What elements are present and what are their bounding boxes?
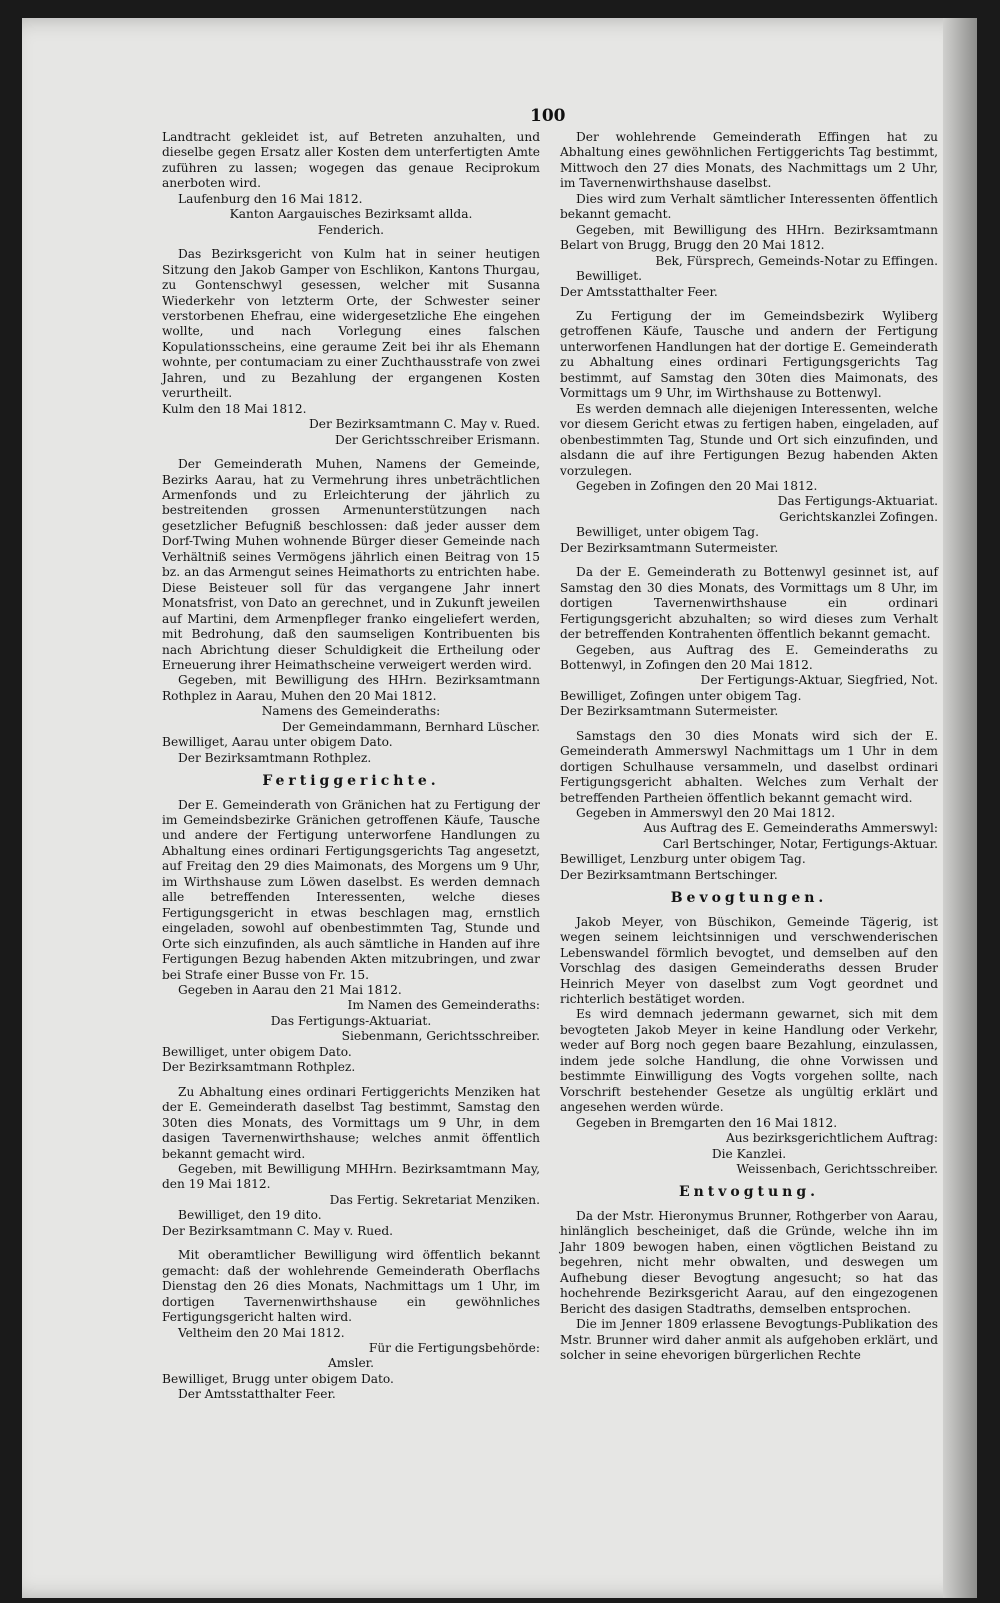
notice-graenichen: Der E. Gemeinderath von Gränichen hat zu Fertigung der im Gemeindsbezirke Gränichen getroffenen Käufe, Tausche und andere der Fertigung unterworfene Handlungen zu Abhaltung eines ordinari Fertigungsgerichts Tag angesetzt, auf Freitag den 29 dies Maimonats, des Morgens um 9 Uhr, im Wirthshause zum Löwen daselbst. Es werden demnach alle betreffenden Interessenten, welche dieses Fertigungsgericht in etwas beschlagen mag, ernstlich eingeladen, sowohl auf obenbestimmten Tag, Stunde und Orte sich einzufinden, als auch sämtliche in Handen auf ihre Fertigungen Bezug habenden Akten mitzubringen, und zwar bei Strafe einer Busse von Fr. 15.: [162, 797, 540, 982]
notice-ammerswyl-official: Der Bezirksamtmann Bertschinger.: [560, 867, 778, 882]
notice-menziken-given: Gegeben, mit Bewilligung MHHrn. Bezirksamtmann May, den 19 Mai 1812.: [162, 1162, 540, 1192]
left-column: [162, 130, 540, 1403]
notice-muhen-signature-1: Namens des Gemeinderaths:: [261, 704, 441, 719]
notice-bottenwyl: Da der E. Gemeinderath zu Bottenwyl gesinnet ist, auf Samstag den 30 dies Monats, des Vormittags um 8 Uhr, im dortigen Tavernenwirthshause ein ordinari Fertigungsgericht abzuhalten; so wird dieses zum Verhalt der betreffenden Kontrahenten öffentlich bekannt gemacht.: [560, 565, 938, 642]
notice-laufenburg-signature: Fenderich.: [317, 222, 385, 237]
notice-effingen-given: Gegeben, mit Bewilligung des HHrn. Bezirksamtmann Belart von Brugg, Brugg den 20 Mai 1812.: [560, 222, 938, 253]
notice-wyliberg-given: Gegeben in Zofingen den 20 Mai 1812.: [576, 478, 818, 493]
page-number: 100: [530, 106, 566, 126]
newspaper-page: [22, 18, 977, 1598]
notice-meyer-signature-3: Weissenbach, Gerichtsschreiber.: [736, 1162, 938, 1176]
notice-meyer-given: Gegeben in Bremgarten den 16 Mai 1812.: [576, 1115, 838, 1130]
notice-laufenburg-date: Laufenburg den 16 Mai 1812.: [178, 191, 363, 206]
heading-fertiggerichte: Fertiggerichte.: [262, 773, 440, 790]
notice-brunner: Da der Mstr. Hieronymus Brunner, Rothgerber von Aarau, hinlänglich bescheiniget, daß die Gründe, welche ihn im Jahr 1809 bewogen haben, einen vögtlichen Beistand zu begehren, nicht mehr obwalten, und deswegen um Aufhebung dieser Bevogtung angesucht; so hat das hochehrende Bezirksgericht Aarau, auf den eingezogenen Bericht des dasigen Stadtraths, demselben entsprochen.: [560, 1208, 938, 1316]
notice-bottenwyl-signature: Der Fertigungs-Aktuar, Siegfried, Not.: [700, 673, 938, 688]
notice-wyliberg-approved: Bewilliget, unter obigem Tag.: [576, 525, 759, 540]
notice-meyer-signature-2: Die Kanzlei.: [711, 1146, 787, 1161]
notice-wyliberg-signature-2: Gerichtskanzlei Zofingen.: [779, 509, 938, 524]
notice-muhen-approved: Bewilliget, Aarau unter obigem Dato.: [162, 735, 393, 750]
notice-oberflachs-approved: Bewilliget, Brugg unter obigem Dato.: [162, 1371, 394, 1386]
notice-oberflachs-signature-2: Amsler.: [327, 1356, 375, 1371]
notice-ammerswyl: Samstags den 30 dies Monats wird sich der E. Gemeinderath Ammerswyl Nachmittags um 1 Uhr in dem dortigen Schulhause versammeln, und daselbst ordinari Fertigungsgericht abhalten. Welches zum Verhalt der betreffenden Partheien öffentlich bekannt gemacht wird.: [560, 728, 938, 805]
notice-kulm-signature-2: Der Gerichtsschreiber Erismann.: [334, 432, 540, 447]
notice-ammerswyl-signature-2: Carl Bertschinger, Notar, Fertigungs-Aktuar.: [662, 836, 938, 851]
notice-muhen-given: Gegeben, mit Bewilligung des HHrn. Bezirksamtmann Rothplez in Aarau, Muhen den 20 Mai 1812.: [162, 673, 540, 703]
notice-muhen-signature-2: Der Gemeindammann, Bernhard Lüscher.: [282, 719, 540, 734]
notice-wyliberg-b: Es werden demnach alle diejenigen Interessenten, welche vor diesem Gericht etwas zu fertigen haben, eingeladen, auf obenbestimmten Tag, Stunde und Ort sich einzufinden, und alsdann die auf ihre Fertigungen Bezug habenden Akten vorzulegen.: [560, 401, 938, 478]
notice-meyer-signature-1: Aus bezirksgerichtlichem Auftrag:: [725, 1131, 938, 1146]
notice-meyer: Jakob Meyer, von Büschikon, Gemeinde Tägerig, ist wegen seinem leichtsinnigen und verschwenderischen Lebenswandel förmlich bevogtet, und demselben auf den Vorschlag des dasigen Gemeinderaths dessen Bruder Heinrich Meyer von daselbst zum Vogt geordnet und richterlich bestätiget worden.: [560, 914, 938, 1007]
notice-effingen-b: Dies wird zum Verhalt sämtlicher Interessenten öffentlich bekannt gemacht.: [560, 191, 938, 222]
notice-wyliberg: Zu Fertigung der im Gemeindsbezirk Wyliberg getroffenen Käufe, Tausche und andern der Fertigung unterworfenen Handlungen hat der dortige E. Gemeinderath zu Abhaltung eines ordinari Fertigungsgerichts Tag bestimmt, auf Samstag den 30ten dies Maimonats, des Vormittags um 9 Uhr, im Wirthshause zu Bottenwyl.: [560, 308, 938, 401]
notice-oberflachs-official: Der Amtsstatthalter Feer.: [178, 1387, 336, 1402]
notice-kulm-signature-1: Der Bezirksamtmann C. May v. Rued.: [309, 417, 540, 432]
notice-graenichen-signature-1: Im Namen des Gemeinderaths:: [347, 998, 540, 1013]
notice-muhen: Der Gemeinderath Muhen, Namens der Gemeinde, Bezirks Aarau, hat zu Vermehrung ihres unbeträchtlichen Armenfonds und zu Erleichterung der jährlich zu bestreitenden grossen Armenunterstützungen nach gesetzlicher Befugniß beschlossen: daß jeder ausser dem Dorf-Twing Muhen wohnende Bürger dieser Gemeinde nach Verhältniß seines Vermögens jährlich einen Beitrag von 15 bz. an das Armengut seines Heimathorts zu entrichten habe. Diese Beisteuer soll für das vergangene Jahr innert Monatsfrist, von Dato an gerechnet, und in Zukunft jeweilen auf Martini, dem Armenpfleger franko eingeliefert werden, mit Bedrohung, daß den saumseligen Kontribuenten bis nach Abrichtung dieser Schuldigkeit die Ertheilung oder Erneuerung ihrer Heimathscheine verweigert werden wird.: [162, 457, 540, 672]
notice-kulm-date: Kulm den 18 Mai 1812.: [162, 401, 307, 416]
notice-oberflachs-date: Veltheim den 20 Mai 1812.: [178, 1325, 345, 1340]
notice-wyliberg-signature-1: Das Fertigungs-Aktuariat.: [777, 494, 938, 509]
notice-laufenburg: Landtracht gekleidet ist, auf Betreten anzuhalten, und dieselbe gegen Ersatz aller Kosten dem unterfertigten Amte zuführen zu lassen; wogegen das genaue Reciprokum anerboten wird.: [162, 130, 540, 191]
notice-menziken-approved: Bewilliget, den 19 dito.: [178, 1208, 322, 1223]
notice-graenichen-given: Gegeben in Aarau den 21 Mai 1812.: [178, 983, 402, 998]
right-column: [560, 130, 938, 1363]
heading-entvogtung: Entvogtung.: [678, 1184, 820, 1201]
page-edge: [943, 18, 977, 1598]
notice-effingen-signature: Bek, Fürsprech, Gemeinds-Notar zu Effingen.: [655, 253, 938, 268]
notice-graenichen-approved: Bewilliget, unter obigem Dato.: [162, 1044, 352, 1059]
notice-ammerswyl-given: Gegeben in Ammerswyl den 20 Mai 1812.: [576, 806, 836, 821]
notice-effingen-official: Der Amtsstatthalter Feer.: [560, 284, 718, 299]
notice-menziken-signature: Das Fertig. Sekretariat Menziken.: [329, 1192, 540, 1207]
notice-wyliberg-official: Der Bezirksamtmann Sutermeister.: [560, 540, 779, 555]
notice-bottenwyl-official: Der Bezirksamtmann Sutermeister.: [560, 704, 779, 719]
notice-muhen-official: Der Bezirksamtmann Rothplez.: [178, 750, 372, 765]
notice-oberflachs: Mit oberamtlicher Bewilligung wird öffentlich bekannt gemacht: daß der wohlehrende Gemeinderath Oberflachs Dienstag den 26 dies Monats, Nachmittags um 1 Uhr, im dortigen Tavernenwirthshause ein gewöhnliches Fertigungsgericht halten wird.: [162, 1248, 540, 1325]
notice-menziken: Zu Abhaltung eines ordinari Fertiggerichts Menziken hat der E. Gemeinderath daselbst Tag bestimmt, Samstag den 30ten dies Monats, des Vormittags um 9 Uhr, in dem dasigen Tavernenwirthshause; welches anmit öffentlich bekannt gemacht wird.: [162, 1084, 540, 1161]
notice-effingen-approved: Bewilliget.: [576, 269, 642, 284]
notice-kulm: Das Bezirksgericht von Kulm hat in seiner heutigen Sitzung den Jakob Gamper von Eschlikon, Kantons Thurgau, zu Gontenschwyl gesessen, welcher mit Susanna Wiederkehr von letzterm Orte, der Schwester seiner verstorbenen Ehefrau, eine widergesetzliche Ehe eingehen wollte, und nach Vorlegung eines falschen Kopulationsscheins, eine geraume Zeit bei ihr als Ehemann wohnte, per contumaciam zu einer Zuchthausstrafe von zwei Jahren, und zu Bezahlung der ergangenen Kosten verurtheilt.: [162, 247, 540, 401]
notice-meyer-b: Es wird demnach jedermann gewarnet, sich mit dem bevogteten Jakob Meyer in keine Handlung oder Verkehr, weder auf Borg noch gegen baare Bezahlung, einzulassen, indem jede solche Handlung, die ohne Vorwissen und bestimmte Einwilligung des Vogts vorgehen sollte, nach Vorschrift bestehender Gesetze als ungültig erklärt und angesehen werden würde.: [560, 1007, 938, 1115]
notice-menziken-official: Der Bezirksamtmann C. May v. Rued.: [162, 1223, 393, 1238]
notice-brunner-b: Die im Jenner 1809 erlassene Bevogtungs-Publikation des Mstr. Brunner wird daher anmit als aufgehoben erklärt, und solcher in seine ehevorigen bürgerlichen Rechte: [560, 1317, 938, 1362]
notice-ammerswyl-approved: Bewilliget, Lenzburg unter obigem Tag.: [560, 852, 806, 867]
notice-bottenwyl-approved: Bewilliget, Zofingen unter obigem Tag.: [560, 688, 802, 703]
notice-laufenburg-office: Kanton Aargauisches Bezirksamt allda.: [229, 207, 473, 222]
notice-graenichen-signature-2: Das Fertigungs-Aktuariat.: [270, 1013, 432, 1028]
notice-oberflachs-signature-1: Für die Fertigungsbehörde:: [368, 1340, 540, 1355]
notice-graenichen-signature-3: Siebenmann, Gerichtsschreiber.: [341, 1029, 540, 1044]
heading-bevogtungen: Bevogtungen.: [670, 890, 828, 907]
notice-effingen: Der wohlehrende Gemeinderath Effingen hat zu Abhaltung eines gewöhnlichen Fertiggerichts Tag bestimmt, Mittwoch den 27 dies Monats, des Nachmittags um 2 Uhr, im Tavernenwirthshause daselbst.: [560, 130, 938, 191]
notice-graenichen-official: Der Bezirksamtmann Rothplez.: [162, 1060, 356, 1075]
notice-ammerswyl-signature-1: Aus Auftrag des E. Gemeinderaths Ammerswyl:: [643, 821, 938, 836]
notice-bottenwyl-given: Gegeben, aus Auftrag des E. Gemeinderaths zu Bottenwyl, in Zofingen den 20 Mai 1812.: [560, 642, 938, 672]
